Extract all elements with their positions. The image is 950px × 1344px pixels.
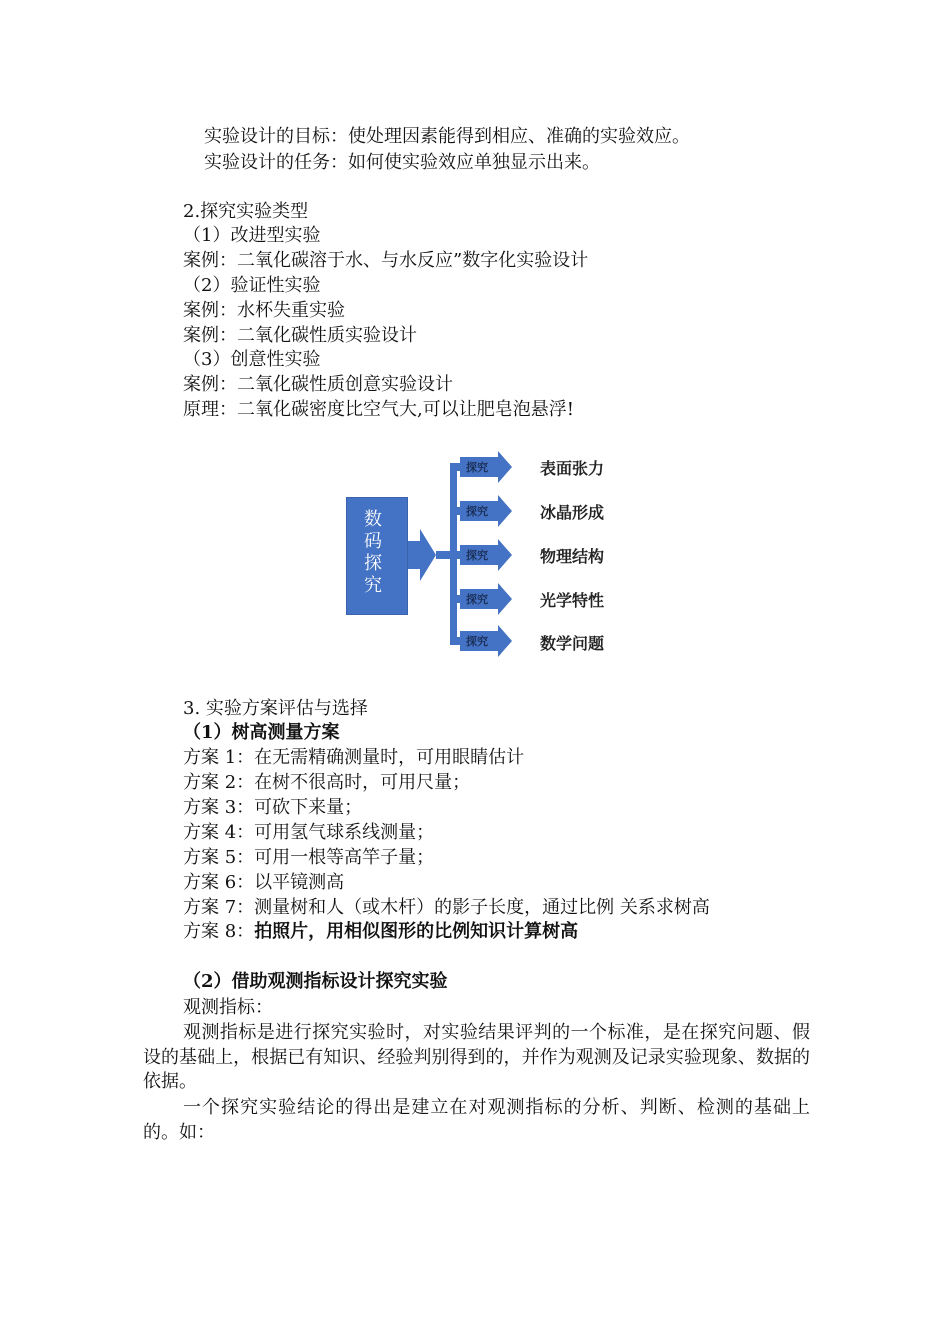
plan-item: 方案 5：可用一根等高竿子量；: [183, 847, 435, 868]
arrow-label: 探究: [466, 461, 488, 474]
branch-label: 冰晶形成: [540, 503, 605, 522]
plan-item: 方案 7：测量树和人（或木杆）的影子长度，通过比例 关系求树高: [183, 897, 710, 918]
arrow-label: 探究: [466, 549, 488, 562]
branch-label: 物理结构: [540, 547, 605, 566]
plan-item: 方案 3：可砍下来量；: [183, 797, 363, 818]
section2-line: 案例：二氧化碳溶于水、与水反应”数字化实验设计: [183, 250, 589, 271]
goal-text: 实验设计的目标：使处理因素能得到相应、准确的实验效应。: [204, 126, 690, 147]
branch-label: 表面张力: [540, 459, 605, 478]
bracket-joint: [436, 551, 452, 559]
plan-item: 方案 1：在无需精确测量时，可用眼睛估计: [183, 747, 525, 768]
plan8-prefix: 方案 8：: [183, 921, 255, 942]
conclusion-paragraph: 一个探究实验结论的得出是建立在对观测指标的分析、判断、检测的基础上的。如：: [143, 1097, 810, 1143]
section3-subtitle-observe: （2）借助观测指标设计探究实验: [183, 971, 448, 992]
digital-inquiry-label: 数码探究: [364, 509, 382, 596]
digital-inquiry-diagram: [340, 445, 640, 670]
plan-item-8: [183, 920, 578, 944]
observation-label: 观测指标：: [183, 997, 273, 1018]
arrow-label: 探究: [466, 593, 488, 606]
section2-line: 案例：二氧化碳性质创意实验设计: [183, 374, 453, 395]
task-text: 实验设计的任务：如何使实验效应单独显示出来。: [204, 152, 600, 173]
observation-paragraph: 观测指标是进行探究实验时，对实验结果评判的一个标准，是在探究问题、假设的基础上，根据已有知识、经验判别得到的，并作为观测及记录实验现象、数据的依据。: [143, 1022, 810, 1093]
section3-title: 3. 实验方案评估与选择: [183, 698, 368, 719]
section2-line: 原理：二氧化碳密度比空气大,可以让肥皂泡悬浮!: [183, 399, 574, 420]
plan-item: 方案 6：以平镜测高: [183, 872, 345, 893]
arrow-label: 探究: [466, 505, 488, 518]
main-arrow-icon: [406, 529, 436, 581]
section2-line: 案例：水杯失重实验: [183, 300, 345, 321]
section2-line: （2）验证性实验: [183, 275, 321, 296]
section2-line: （3）创意性实验: [183, 349, 321, 370]
section3-subtitle-tree: （1）树高测量方案: [183, 722, 340, 743]
plan8-text: 拍照片，用相似图形的比例知识计算树高: [254, 921, 579, 942]
section2-line: （1）改进型实验: [183, 225, 321, 246]
section2-title: 2.探究实验类型: [183, 201, 309, 222]
plan-item: 方案 4：可用氢气球系线测量；: [183, 822, 435, 843]
branch-label: 数学问题: [540, 634, 605, 653]
arrow-label: 探究: [466, 635, 488, 648]
branch-label: 光学特性: [540, 591, 605, 610]
plan-item: 方案 2：在树不很高时，可用尺量；: [183, 772, 471, 793]
section2-line: 案例：二氧化碳性质实验设计: [183, 325, 417, 346]
